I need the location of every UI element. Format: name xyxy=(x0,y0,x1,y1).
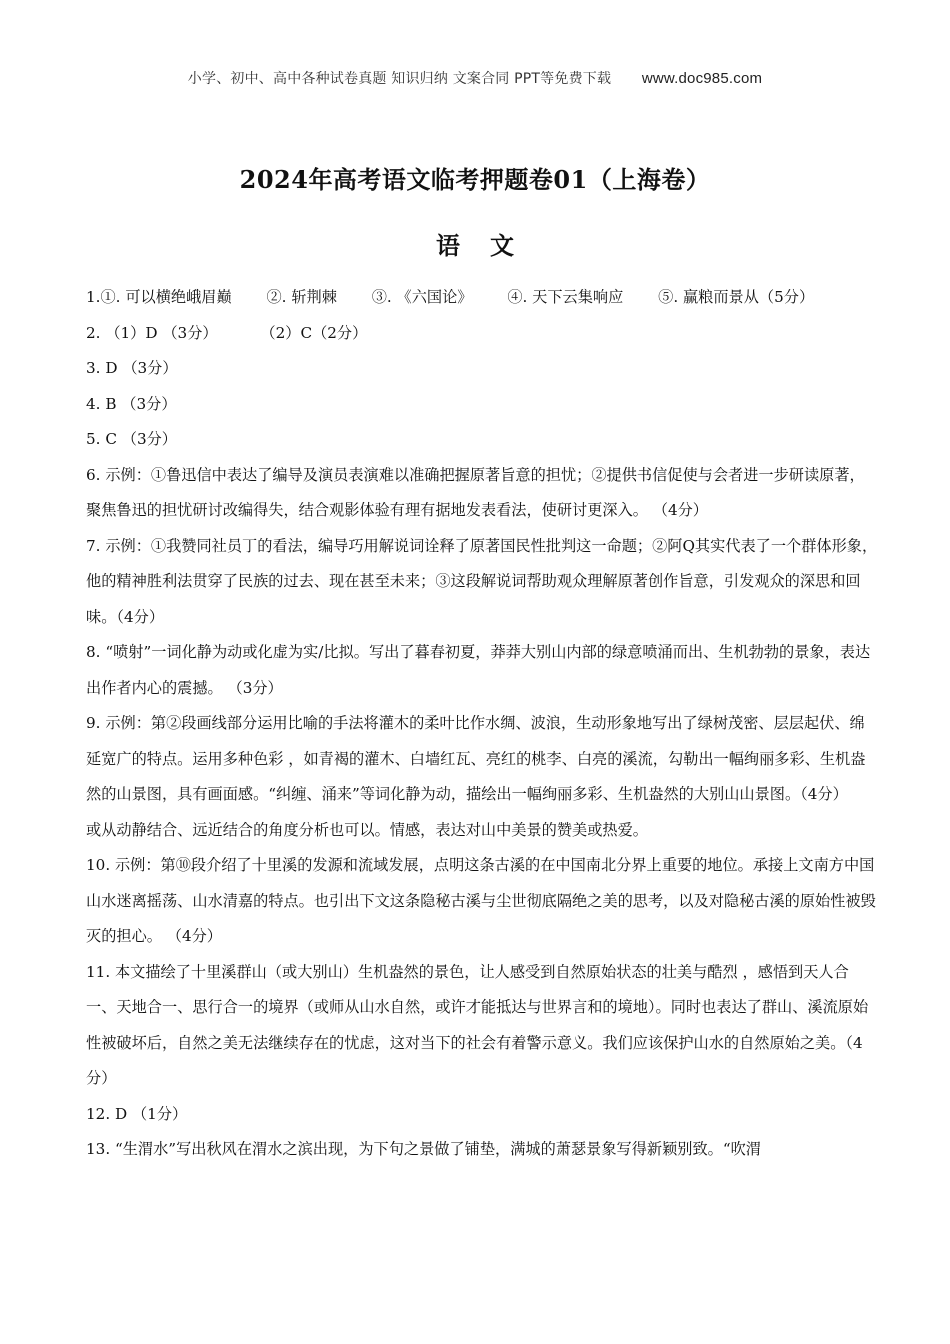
answer-9-note: 或从动静结合、远近结合的角度分析也可以。情感，表达对山中美景的赞美或热爱。 xyxy=(86,820,648,839)
header-site-link[interactable]: www.doc985.com xyxy=(641,70,763,87)
answer-12: 12. D （1分） xyxy=(86,1104,188,1123)
answer-8: 8. “喷射”一词化静为动或化虚为实/比拟。写出了暮春初夏，莽莽大别山内部的绿意喷涌而出、生机勃勃的景象，表达出作者内心的震撼。 （3分） xyxy=(86,643,871,697)
answer-11: 11. 本文描绘了十里溪群山（或大别山）生机盎然的景色，让人感受到自然原始状态的壮美与酷烈 ，感悟到天人合一、天地合一、思行合一的境界（或师从山水自然，或许才能抵达与世界言和的境地）。同时也表达了群山、溪流原始性被破坏后，自然之美无法继续存在的忧虑，这对当下的社会有着警示意义。我们应该保护山水的自然原始之美。（4分） xyxy=(86,962,869,1087)
header-tagline: 小学、初中、高中各种试卷真题 知识归纳 文案合同 PPT等免费下载 xyxy=(187,71,612,87)
answer-1 xyxy=(86,280,878,316)
answer-1-part-5: ⑤. 赢粮而景从（5分） xyxy=(658,288,815,306)
answer-1-part-2: ②. 斩荆棘 xyxy=(266,288,337,306)
document-subtitle: 语文 xyxy=(436,231,544,260)
answer-2-part-1: 2. （1）D （3分） xyxy=(86,323,218,342)
answer-list xyxy=(86,280,878,1168)
answer-3: 3. D （3分） xyxy=(86,359,178,377)
answer-5: 5. C （3分） xyxy=(86,430,177,448)
answer-2-part-2: （2）C（2分） xyxy=(260,323,368,342)
document-title: 2024年高考语文临考押题卷01（上海卷） xyxy=(239,165,711,194)
answer-1-part-1: 1.①. 可以横绝峨眉巅 xyxy=(86,288,232,306)
answer-4: 4. B （3分） xyxy=(86,394,177,413)
page-header xyxy=(0,68,950,88)
answer-9: 9. 示例：第②段画线部分运用比喻的手法将灌木的柔叶比作水绸、波浪，生动形象地写出了绿树茂密、层层起伏、绵延宽广的特点。运用多种色彩 ，如青褐的灌木、白墙红瓦、亮红的桃李、白亮的溪流，勾勒出一幅绚丽多彩、生机盎然的山景图，具有画面感。“纠缠、涌来”等词化静为动，描绘出一幅绚丽多彩、生机盎然的大别山山景图。（4分） xyxy=(86,714,866,803)
answer-1-part-4: ④. 天下云集响应 xyxy=(507,288,624,306)
answer-7: 7. 示例：①我赞同社员丁的看法，编导巧用解说词诠释了原著国民性批判这一命题；②阿Q其实代表了一个群体形象，他的精神胜利法贯穿了民族的过去、现在甚至未来；③这段解说词帮助观众理解原著创作旨意，引发观众的深思和回味。（4分） xyxy=(86,536,878,626)
answer-10: 10. 示例：第⑩段介绍了十里溪的发源和流域发展，点明这条古溪的在中国南北分界上重要的地位。承接上文南方中国山水迷离摇荡、山水清嘉的特点。也引出下文这条隐秘古溪与尘世彻底隔绝之美的思考，以及对隐秘古溪的原始性被毁灭的担心。 （4分） xyxy=(86,856,876,945)
answer-13: 13. “生渭水”写出秋风在渭水之滨出现，为下句之景做了铺垫，满城的萧瑟景象写得新颖别致。“吹渭 xyxy=(86,1140,761,1158)
answer-6: 6. 示例：①鲁迅信中表达了编导及演员表演难以准确把握原著旨意的担忧；②提供书信促使与会者进一步研读原著，聚焦鲁迅的担忧研讨改编得失，结合观影体验有理有据地发表看法，使研讨更深入。 （4分） xyxy=(86,465,865,519)
answer-1-part-3: ③. 《六国论》 xyxy=(371,288,473,306)
answer-2 xyxy=(86,316,878,352)
